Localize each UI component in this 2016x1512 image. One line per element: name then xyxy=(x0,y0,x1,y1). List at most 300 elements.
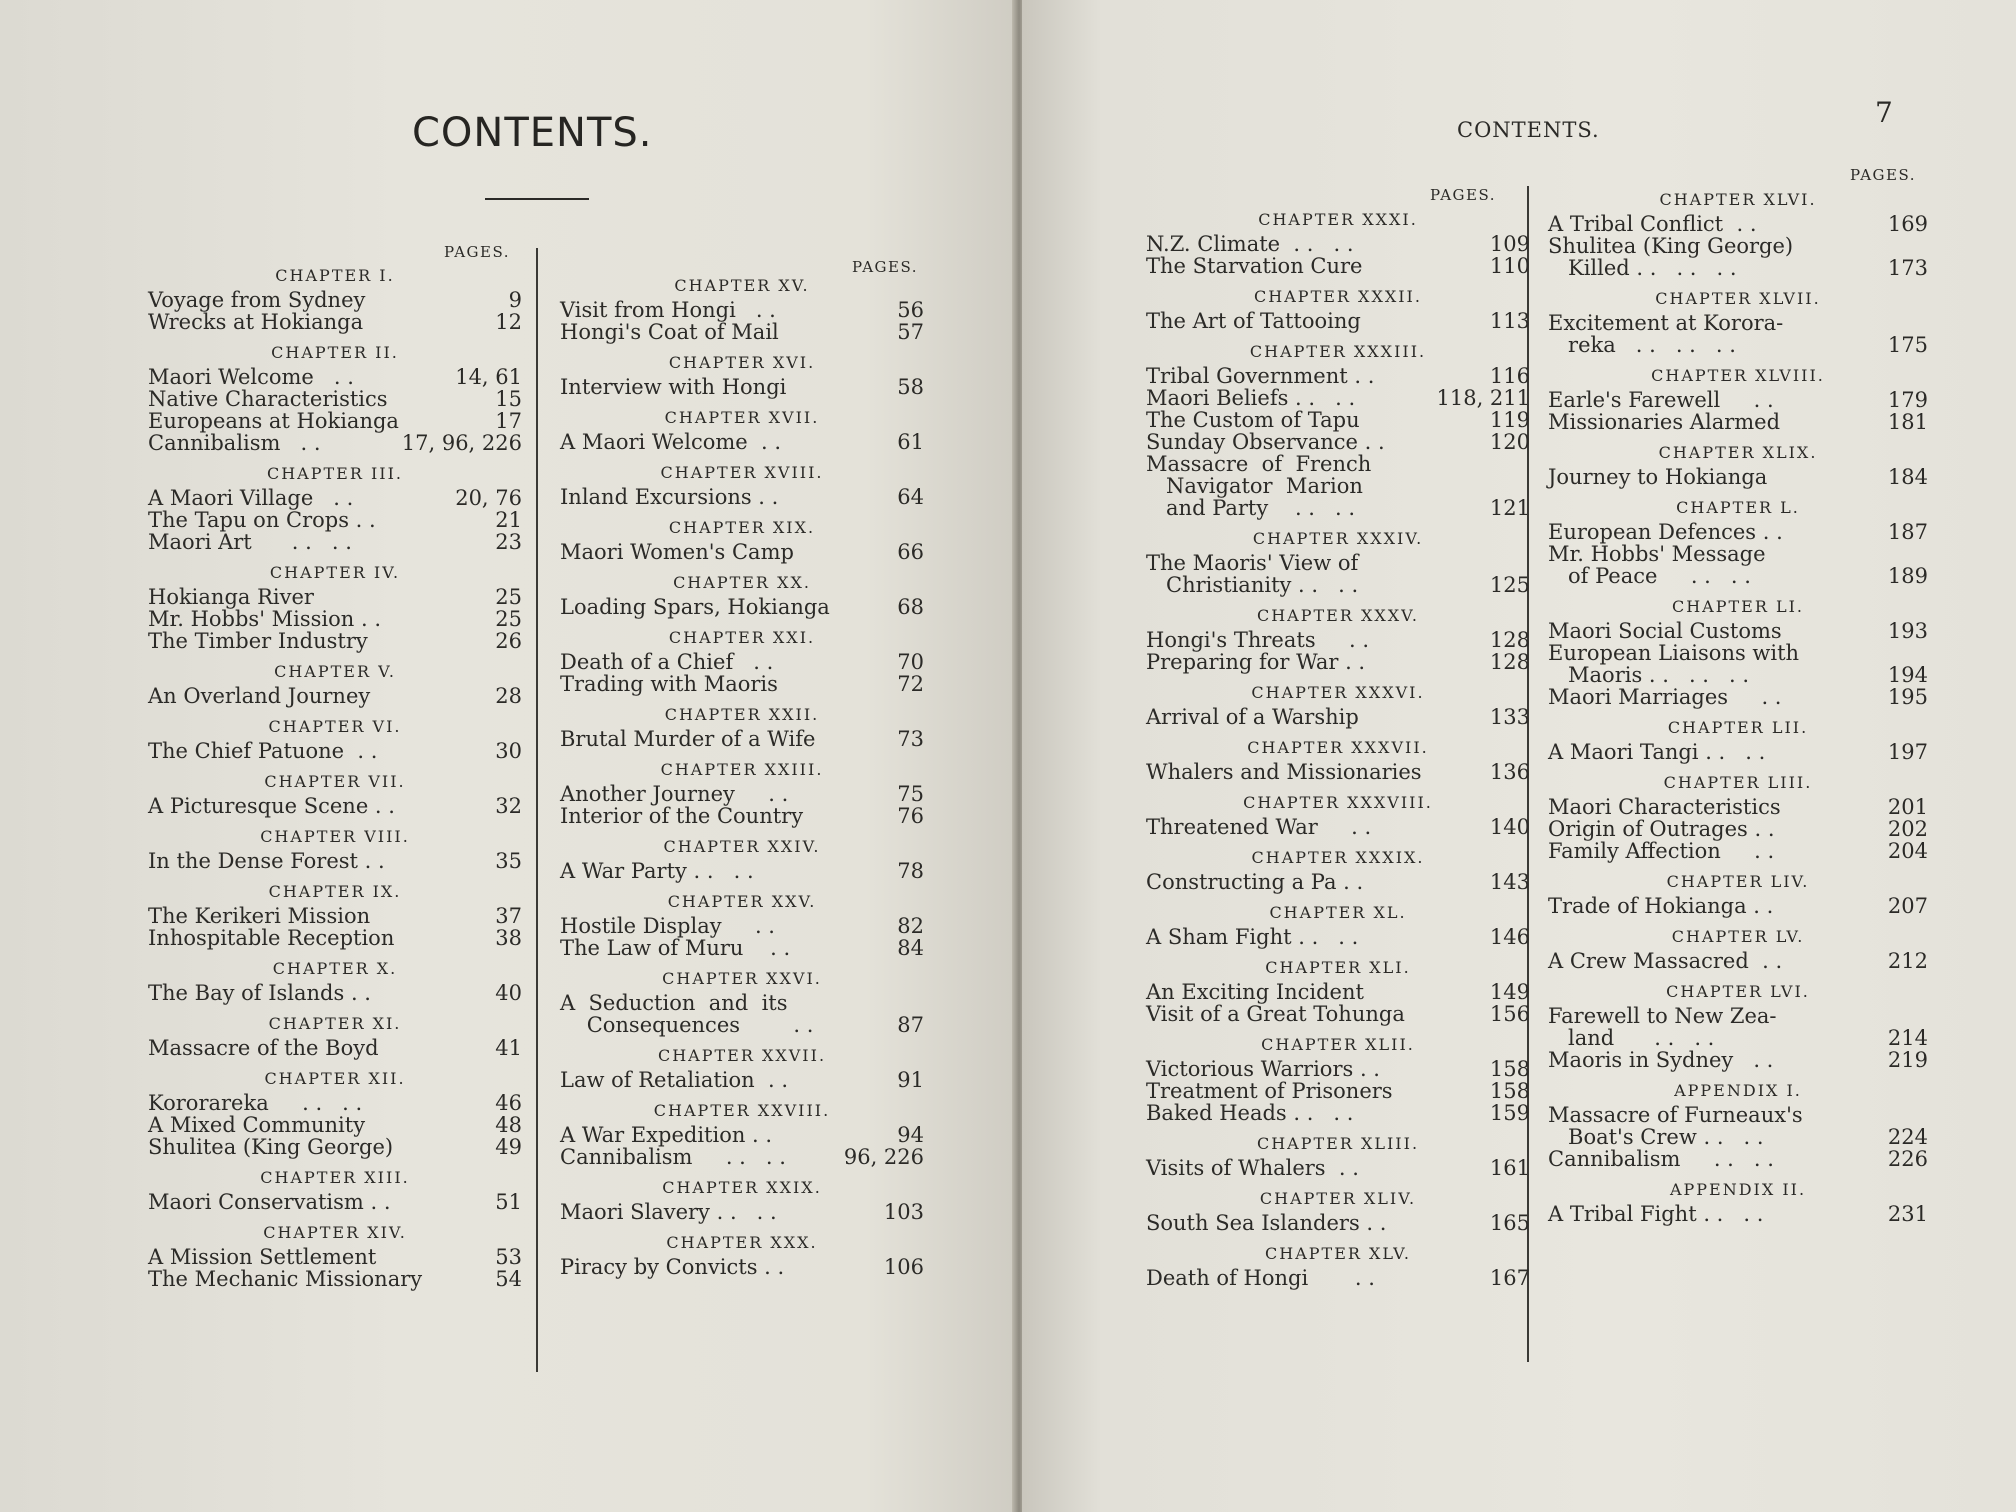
entry-title: A Maori Tangi . . . . xyxy=(1548,740,1766,764)
entry-pages: 110 xyxy=(1489,254,1530,278)
chapter-heading: CHAPTER XXVI. xyxy=(662,969,822,988)
contents-entry xyxy=(1548,950,1928,972)
entry-title: Native Characteristics xyxy=(148,387,388,411)
entry-title: Maori Marriages . . xyxy=(1548,685,1782,709)
chapter-heading: CHAPTER XLIV. xyxy=(1259,1189,1417,1208)
contents-entry xyxy=(1146,255,1530,277)
contents-entry xyxy=(1146,233,1530,255)
entry-pages: 136 xyxy=(1489,760,1530,784)
entry-title: A War Party . . . . xyxy=(560,859,754,883)
chapter-group xyxy=(1146,1244,1530,1289)
chapter-heading: CHAPTER LVI. xyxy=(1666,982,1810,1001)
entry-title: Family Affection . . xyxy=(1548,839,1775,863)
entry-title: Maoris in Sydney . . xyxy=(1548,1048,1774,1072)
chapter-group xyxy=(1548,597,1928,708)
entry-title: A Mixed Community xyxy=(148,1113,366,1137)
entry-pages: 51 xyxy=(495,1190,522,1214)
entry-title: A Tribal Conflict . . xyxy=(1548,212,1757,236)
chapter-group xyxy=(148,959,522,1004)
entry-pages: 49 xyxy=(495,1135,522,1159)
entry-title: Earle's Farewell . . xyxy=(1548,388,1774,412)
column-divider xyxy=(536,248,538,1372)
chapter-heading: CHAPTER LV. xyxy=(1671,927,1805,946)
contents-entry xyxy=(560,486,924,508)
contents-entry xyxy=(560,321,924,343)
entry-title: Law of Retaliation . . xyxy=(560,1068,789,1092)
entry-title: Treatment of Prisoners xyxy=(1146,1079,1393,1103)
contents-entry xyxy=(1548,818,1928,840)
entry-pages: 146 xyxy=(1489,925,1530,949)
entry-title: Constructing a Pa . . xyxy=(1146,870,1364,894)
entry-title: Inland Excursions . . xyxy=(560,485,779,509)
contents-entry xyxy=(1548,686,1928,708)
chapter-group xyxy=(1548,366,1928,433)
contents-entry xyxy=(148,982,522,1004)
chapter-heading: CHAPTER XXXII. xyxy=(1254,287,1422,306)
entry-pages: 28 xyxy=(495,684,522,708)
entry-pages: 12 xyxy=(495,310,522,334)
entry-title: Shulitea (King George) Killed . . . . . . xyxy=(1548,234,1794,280)
chapter-group xyxy=(560,628,924,695)
entry-title: Excitement at Korora- reka . . . . . . xyxy=(1548,311,1784,357)
entry-pages: 40 xyxy=(495,981,522,1005)
entry-pages: 94 xyxy=(897,1123,924,1147)
chapter-heading: CHAPTER XXXIX. xyxy=(1251,848,1425,867)
contents-entry xyxy=(1548,895,1928,917)
contents-entry xyxy=(1548,521,1928,543)
contents-entry xyxy=(148,685,522,707)
chapter-group xyxy=(560,837,924,882)
chapter-heading: CHAPTER XI. xyxy=(268,1014,402,1033)
contents-entry xyxy=(560,860,924,882)
contents-entry xyxy=(560,915,924,937)
contents-entry xyxy=(1548,312,1928,356)
chapter-heading: CHAPTER XLVI. xyxy=(1659,190,1817,209)
entry-title: Massacre of Furneaux's Boat's Crew . . . . xyxy=(1548,1103,1803,1149)
entry-title: Maori Slavery . . . . xyxy=(560,1200,777,1224)
chapter-heading: CHAPTER XX. xyxy=(673,573,811,592)
contents-entry xyxy=(1548,1005,1928,1049)
entry-pages: 66 xyxy=(897,540,924,564)
chapter-heading: CHAPTER LIII. xyxy=(1663,773,1813,792)
entry-title: The Mechanic Missionary xyxy=(148,1267,423,1291)
entry-title: Trade of Hokianga . . xyxy=(1548,894,1774,918)
entry-pages: 143 xyxy=(1489,870,1530,894)
chapter-heading: CHAPTER III. xyxy=(266,464,404,483)
entry-title: A Seduction and its Consequences . . xyxy=(560,991,814,1037)
chapter-group xyxy=(1146,793,1530,838)
entry-pages: 113 xyxy=(1489,309,1530,333)
contents-entry xyxy=(148,1268,522,1290)
chapter-group xyxy=(560,1046,924,1091)
entry-pages: 181 xyxy=(1887,410,1928,434)
chapter-group xyxy=(560,408,924,453)
chapter-group xyxy=(148,717,522,762)
chapter-heading: CHAPTER XLV. xyxy=(1265,1244,1411,1263)
entry-pages: 25 xyxy=(495,585,522,609)
entry-title: Kororareka . . . . xyxy=(148,1091,363,1115)
contents-entry xyxy=(560,541,924,563)
entry-pages: 204 xyxy=(1887,839,1928,863)
contents-entry xyxy=(148,927,522,949)
contents-entry xyxy=(148,586,522,608)
entry-pages: 76 xyxy=(897,804,924,828)
entry-pages: 201 xyxy=(1887,795,1928,819)
contents-entry xyxy=(560,596,924,618)
entry-pages: 82 xyxy=(897,914,924,938)
entry-title: Mr. Hobbs' Mission . . xyxy=(148,607,382,631)
chapter-heading: CHAPTER VIII. xyxy=(260,827,410,846)
contents-entry xyxy=(148,740,522,762)
entry-pages: 167 xyxy=(1489,1266,1530,1290)
entry-title: The Law of Muru . . xyxy=(560,936,791,960)
chapter-group xyxy=(1548,289,1928,356)
chapter-group xyxy=(1548,190,1928,279)
contents-entry xyxy=(1548,642,1928,686)
contents-entry xyxy=(1548,466,1928,488)
entry-pages: 120 xyxy=(1489,430,1530,454)
entry-title: The Kerikeri Mission xyxy=(148,904,371,928)
contents-entry xyxy=(1146,761,1530,783)
entry-title: Maori Art . . . . xyxy=(148,530,352,554)
entry-pages: 194 xyxy=(1887,663,1928,687)
contents-entry xyxy=(1548,235,1928,279)
entry-title: Maori Social Customs xyxy=(1548,619,1782,643)
contents-entry xyxy=(148,630,522,652)
entry-title: Death of Hongi . . xyxy=(1146,1266,1375,1290)
chapter-group xyxy=(1146,958,1530,1025)
chapter-group xyxy=(1146,1189,1530,1234)
chapter-heading: CHAPTER IV. xyxy=(269,563,401,582)
chapter-group xyxy=(1548,982,1928,1071)
chapter-group xyxy=(560,892,924,959)
entry-pages: 193 xyxy=(1887,619,1928,643)
contents-entry xyxy=(1548,543,1928,587)
chapter-heading: CHAPTER XXVIII. xyxy=(653,1101,831,1120)
contents-entry xyxy=(560,1124,924,1146)
chapter-heading: APPENDIX II. xyxy=(1669,1180,1807,1199)
entry-title: Interior of the Country xyxy=(560,804,804,828)
entry-title: A Mission Settlement xyxy=(148,1245,377,1269)
chapter-heading: CHAPTER LI. xyxy=(1671,597,1805,616)
contents-entry xyxy=(1146,816,1530,838)
contents-entry xyxy=(1548,213,1928,235)
entry-title: Inhospitable Reception xyxy=(148,926,395,950)
chapter-heading: CHAPTER XLII. xyxy=(1261,1035,1415,1054)
pages-header: PAGES. xyxy=(1430,186,1496,204)
entry-title: Maori Beliefs . . . . xyxy=(1146,386,1356,410)
entry-title: The Chief Patuone . . xyxy=(148,739,378,763)
chapter-heading: CHAPTER VII. xyxy=(264,772,406,791)
contents-entry xyxy=(560,673,924,695)
chapter-heading: CHAPTER XXXVIII. xyxy=(1243,793,1433,812)
chapter-group xyxy=(560,1233,924,1278)
entry-title: Piracy by Convicts . . xyxy=(560,1255,785,1279)
contents-entry xyxy=(1146,651,1530,673)
chapter-group xyxy=(560,463,924,508)
entry-title: Origin of Outrages . . xyxy=(1548,817,1775,841)
contents-entry xyxy=(1146,409,1530,431)
entry-pages: 212 xyxy=(1887,949,1928,973)
chapter-heading: CHAPTER XXIV. xyxy=(663,837,821,856)
contents-entry xyxy=(560,1146,924,1168)
entry-pages: 125 xyxy=(1489,573,1530,597)
chapter-group xyxy=(1146,606,1530,673)
entry-title: Preparing for War . . xyxy=(1146,650,1366,674)
chapter-group xyxy=(1146,683,1530,728)
entry-pages: 68 xyxy=(897,595,924,619)
entry-pages: 61 xyxy=(897,430,924,454)
chapter-group xyxy=(1146,1035,1530,1124)
entry-pages: 48 xyxy=(495,1113,522,1137)
contents-entry xyxy=(1146,310,1530,332)
contents-entry xyxy=(1548,840,1928,862)
entry-title: Wrecks at Hokianga xyxy=(148,310,364,334)
contents-entry xyxy=(148,1191,522,1213)
chapter-group xyxy=(1548,1081,1928,1170)
entry-pages: 87 xyxy=(897,1013,924,1037)
chapter-group xyxy=(560,573,924,618)
entry-title: N.Z. Climate . . . . xyxy=(1146,232,1354,256)
entry-title: An Exciting Incident xyxy=(1146,980,1364,1004)
entry-pages: 119 xyxy=(1489,408,1530,432)
chapter-group xyxy=(148,772,522,817)
entry-pages: 106 xyxy=(883,1255,924,1279)
entry-pages: 195 xyxy=(1887,685,1928,709)
contents-entry xyxy=(148,1037,522,1059)
entry-title: Visit of a Great Tohunga xyxy=(1146,1002,1405,1026)
contents-entry xyxy=(1146,431,1530,453)
entry-title: Massacre of French Navigator Marion and Party . . . . xyxy=(1146,452,1372,520)
chapter-heading: CHAPTER XVIII. xyxy=(660,463,824,482)
chapter-heading: CHAPTER XXXI. xyxy=(1258,210,1418,229)
entry-title: Victorious Warriors . . xyxy=(1146,1057,1380,1081)
contents-entry xyxy=(1548,389,1928,411)
entry-title: Brutal Murder of a Wife xyxy=(560,727,816,751)
entry-title: A Maori Welcome . . xyxy=(560,430,782,454)
entry-pages: 128 xyxy=(1489,650,1530,674)
chapter-group xyxy=(1548,1180,1928,1225)
entry-pages: 15 xyxy=(495,387,522,411)
contents-entry xyxy=(148,1136,522,1158)
chapter-heading: CHAPTER LIV. xyxy=(1666,872,1810,891)
chapter-group xyxy=(560,969,924,1036)
entry-title: Threatened War . . xyxy=(1146,815,1372,839)
entry-title: Tribal Government . . xyxy=(1146,364,1375,388)
entry-pages: 219 xyxy=(1887,1048,1928,1072)
chapter-group xyxy=(148,1014,522,1059)
entry-pages: 73 xyxy=(897,727,924,751)
entry-pages: 25 xyxy=(495,607,522,631)
entry-title: Cannibalism . . . . xyxy=(1548,1147,1774,1171)
entry-pages: 109 xyxy=(1489,232,1530,256)
entry-title: Voyage from Sydney xyxy=(148,288,366,312)
chapter-heading: CHAPTER XLVII. xyxy=(1655,289,1821,308)
entry-pages: 23 xyxy=(495,530,522,554)
entry-pages: 226 xyxy=(1887,1147,1928,1171)
contents-entry xyxy=(1146,629,1530,651)
chapter-heading: CHAPTER XXXVI. xyxy=(1251,683,1425,702)
contents-entry xyxy=(1146,1080,1530,1102)
chapter-heading: CHAPTER XL. xyxy=(1269,903,1407,922)
contents-entry xyxy=(560,1069,924,1091)
entry-pages: 187 xyxy=(1887,520,1928,544)
contents-entry xyxy=(1146,387,1530,409)
chapter-heading: CHAPTER XXXV. xyxy=(1256,606,1419,625)
contents-entry xyxy=(1146,1212,1530,1234)
contents-entry xyxy=(148,432,522,454)
entry-pages: 72 xyxy=(897,672,924,696)
right-page xyxy=(1022,0,2016,1512)
entry-pages: 9 xyxy=(508,288,522,312)
entry-title: The Bay of Islands . . xyxy=(148,981,371,1005)
chapter-heading: CHAPTER IX. xyxy=(268,882,402,901)
entry-title: Baked Heads . . . . xyxy=(1146,1101,1354,1125)
contents-entry xyxy=(148,1246,522,1268)
chapter-group xyxy=(1146,848,1530,893)
contents-entry xyxy=(1146,365,1530,387)
chapter-heading: CHAPTER II. xyxy=(271,343,399,362)
contents-entry xyxy=(1548,796,1928,818)
contents-entry xyxy=(148,289,522,311)
entry-title: Loading Spars, Hokianga xyxy=(560,595,830,619)
chapter-heading: CHAPTER I. xyxy=(275,266,395,285)
chapter-group xyxy=(1146,210,1530,277)
entry-pages: 173 xyxy=(1887,256,1928,280)
entry-title: A Sham Fight . . . . xyxy=(1146,925,1359,949)
entry-pages: 202 xyxy=(1887,817,1928,841)
entry-pages: 21 xyxy=(495,508,522,532)
entry-pages: 118, 211 xyxy=(1436,386,1530,410)
entry-pages: 207 xyxy=(1887,894,1928,918)
entry-pages: 96, 226 xyxy=(843,1145,924,1169)
chapter-heading: CHAPTER XV. xyxy=(674,276,810,295)
entry-title: European Defences . . xyxy=(1548,520,1783,544)
entry-title: Sunday Observance . . xyxy=(1146,430,1385,454)
chapter-group xyxy=(560,705,924,750)
title-rule xyxy=(485,198,589,200)
entry-pages: 231 xyxy=(1887,1202,1928,1226)
contents-entry xyxy=(560,805,924,827)
chapter-heading: CHAPTER XXIX. xyxy=(662,1178,822,1197)
entry-pages: 32 xyxy=(495,794,522,818)
entry-title: Cannibalism . . . . xyxy=(560,1145,786,1169)
entry-pages: 175 xyxy=(1887,333,1928,357)
entry-pages: 78 xyxy=(897,859,924,883)
contents-entry xyxy=(1146,1102,1530,1124)
entry-title: Trading with Maoris xyxy=(560,672,778,696)
contents-entry xyxy=(1146,706,1530,728)
entry-pages: 140 xyxy=(1489,815,1530,839)
chapter-group xyxy=(1548,927,1928,972)
chapter-heading: CHAPTER XLIX. xyxy=(1658,443,1818,462)
page-number: 7 xyxy=(1875,96,1893,129)
contents-entry xyxy=(148,531,522,553)
chapter-group xyxy=(1146,287,1530,332)
chapter-group xyxy=(560,760,924,827)
entry-title: Maori Conservatism . . xyxy=(148,1190,391,1214)
entry-pages: 64 xyxy=(897,485,924,509)
contents-entry xyxy=(560,992,924,1036)
chapter-heading: CHAPTER XXIII. xyxy=(660,760,824,779)
entry-title: Maori Women's Camp xyxy=(560,540,794,564)
entry-pages: 158 xyxy=(1489,1057,1530,1081)
entry-pages: 165 xyxy=(1489,1211,1530,1235)
contents-entry xyxy=(1548,1104,1928,1148)
entry-pages: 214 xyxy=(1887,1026,1928,1050)
contents-entry xyxy=(1146,1157,1530,1179)
contents-entry xyxy=(560,937,924,959)
entry-pages: 70 xyxy=(897,650,924,674)
chapter-heading: CHAPTER XVII. xyxy=(664,408,820,427)
chapter-heading: CHAPTER XIII. xyxy=(260,1168,410,1187)
entry-title: Shulitea (King George) xyxy=(148,1135,394,1159)
entry-pages: 149 xyxy=(1489,980,1530,1004)
entry-pages: 184 xyxy=(1887,465,1928,489)
entry-title: Maori Characteristics xyxy=(1548,795,1781,819)
entry-title: The Custom of Tapu xyxy=(1146,408,1360,432)
chapter-group xyxy=(560,518,924,563)
entry-title: An Overland Journey xyxy=(148,684,371,708)
entry-pages: 169 xyxy=(1887,212,1928,236)
entry-pages: 46 xyxy=(495,1091,522,1115)
chapter-heading: CHAPTER XIV. xyxy=(263,1223,407,1242)
entry-title: Missionaries Alarmed xyxy=(1548,410,1781,434)
contents-entry xyxy=(1146,1003,1530,1025)
entry-pages: 128 xyxy=(1489,628,1530,652)
chapter-group xyxy=(1548,443,1928,488)
entry-pages: 41 xyxy=(495,1036,522,1060)
contents-entry xyxy=(560,299,924,321)
chapter-group xyxy=(148,662,522,707)
contents-entry xyxy=(1146,453,1530,519)
entry-pages: 14, 61 xyxy=(455,365,522,389)
entry-pages: 57 xyxy=(897,320,924,344)
chapter-heading: CHAPTER XLVIII. xyxy=(1651,366,1825,385)
contents-entry xyxy=(148,509,522,531)
chapter-heading: CHAPTER XXII. xyxy=(664,705,820,724)
chapter-heading: CHAPTER XLI. xyxy=(1265,958,1411,977)
entry-pages: 35 xyxy=(495,849,522,873)
entry-title: Hostile Display . . xyxy=(560,914,775,938)
contents-entry xyxy=(560,651,924,673)
entry-pages: 103 xyxy=(883,1200,924,1224)
chapter-group xyxy=(560,276,924,343)
entry-title: The Starvation Cure xyxy=(1146,254,1363,278)
entry-pages: 121 xyxy=(1489,496,1530,520)
entry-title: Maori Welcome . . xyxy=(148,365,354,389)
chapter-heading: CHAPTER XXXIV. xyxy=(1252,529,1424,548)
entry-title: Hongi's Threats . . xyxy=(1146,628,1370,652)
entry-pages: 30 xyxy=(495,739,522,763)
chapter-group xyxy=(1548,498,1928,587)
contents-column xyxy=(1146,200,1530,1295)
entry-pages: 58 xyxy=(897,375,924,399)
chapter-heading: CHAPTER XXXIII. xyxy=(1249,342,1427,361)
contents-entry xyxy=(148,608,522,630)
chapter-group xyxy=(1146,529,1530,596)
chapter-heading: CHAPTER XXX. xyxy=(666,1233,818,1252)
chapter-group xyxy=(1146,738,1530,783)
contents-entry xyxy=(560,376,924,398)
entry-title: A Tribal Fight . . . . xyxy=(1548,1202,1764,1226)
entry-pages: 37 xyxy=(495,904,522,928)
chapter-group xyxy=(148,882,522,949)
contents-entry xyxy=(148,366,522,388)
entry-title: South Sea Islanders . . xyxy=(1146,1211,1387,1235)
entry-title: The Timber Industry xyxy=(148,629,368,653)
chapter-heading: CHAPTER XVI. xyxy=(668,353,816,372)
